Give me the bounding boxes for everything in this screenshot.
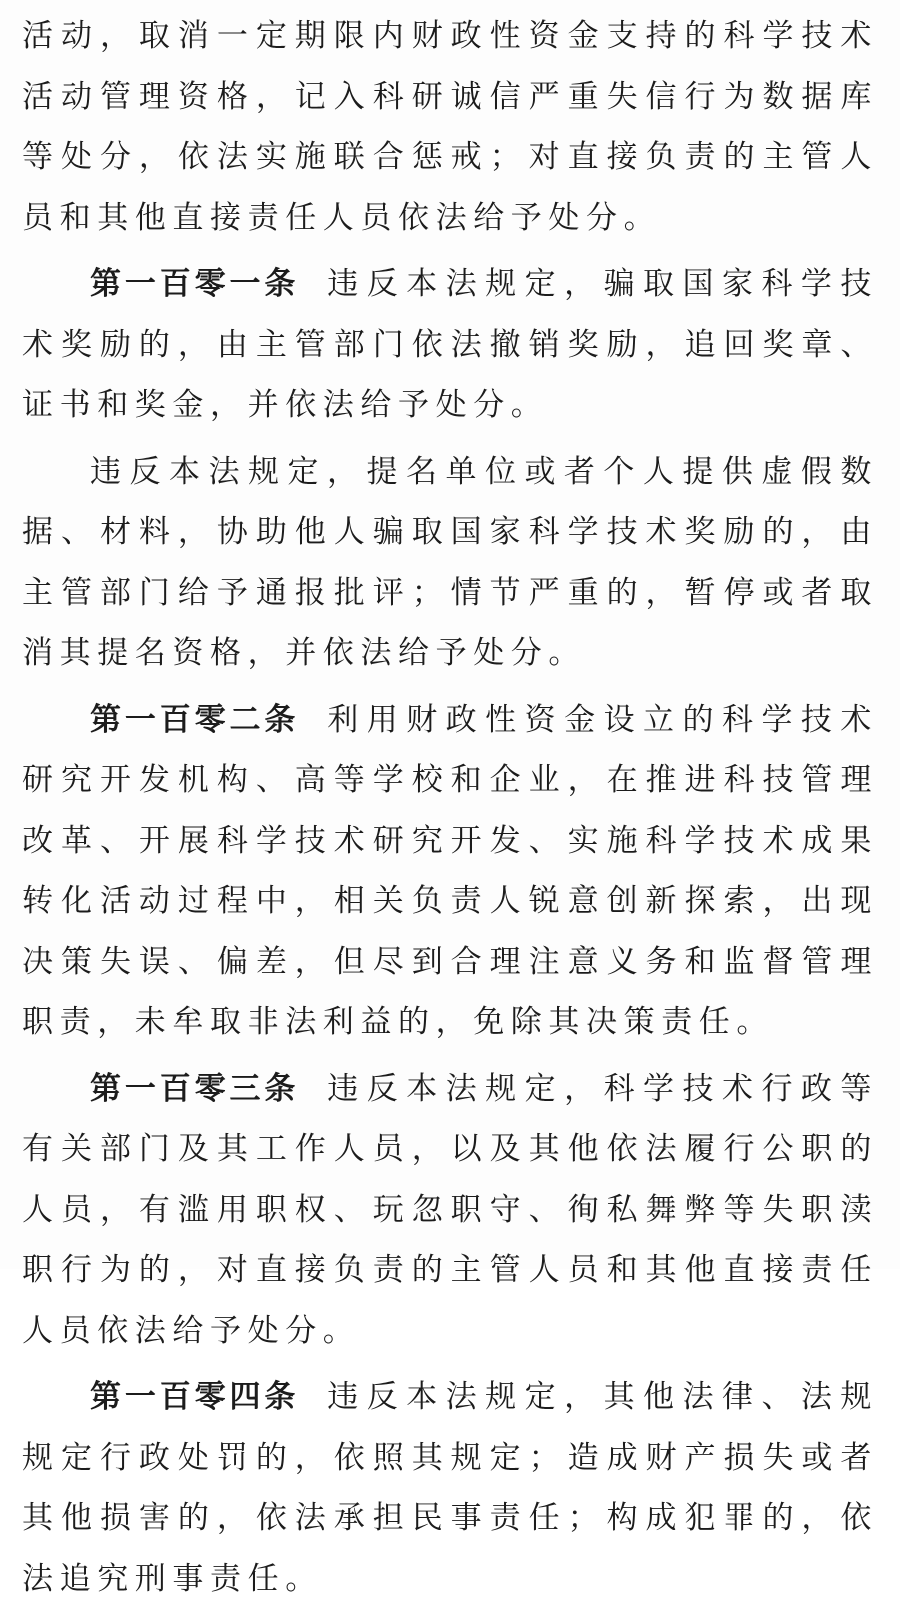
article-number: 第一百零二条: [90, 701, 300, 738]
paragraph-text: 利用财政性资金设立的科学技术研究开发机构、高等学校和企业，在推进科技管理改革、开展科学技术研究开发、实施科学技术成果转化活动过程中，相关负责人锐意创新探索，出现决策失误、偏差，但尽到合理注意义务和监督管理职责，未牟取非法利益的，免除其决策责任。: [22, 701, 879, 1040]
article-number: 第一百零四条: [90, 1379, 300, 1415]
article-103-paragraph: [22, 1059, 878, 1362]
article-101-second-paragraph: [22, 442, 878, 684]
paragraph-text: 违反本法规定，科学技术行政等有关部门及其工作人员，以及其他依法履行公职的人员，有滥用职权、玩忽职守、徇私舞弊等失职渎职行为的，对直接负责的主管人员和其他直接责任人员依法给予处分。: [22, 1070, 879, 1349]
article-101-paragraph: [22, 254, 878, 436]
article-104-paragraph: [22, 1367, 878, 1609]
article-102-paragraph: [22, 690, 878, 1053]
paragraph-continued: [22, 6, 878, 248]
paragraph-text: 违反本法规定，其他法律、法规规定行政处罚的，依照其规定；造成财产损失或者其他损害的，依法承担民事责任；构成犯罪的，依法追究刑事责任。: [22, 1379, 879, 1597]
paragraph-text: 违反本法规定，骗取国家科学技术奖励的，由主管部门依法撤销奖励，追回奖章、证书和奖金，并依法给予处分。: [22, 266, 879, 423]
article-number: 第一百零三条: [90, 1070, 300, 1107]
paragraph-text: 活动，取消一定期限内财政性资金支持的科学技术活动管理资格，记入科研诚信严重失信行为数据库等处分，依法实施联合惩戒；对直接负责的主管人员和其他直接责任人员依法给予处分。: [22, 18, 878, 236]
paragraph-text: 违反本法规定，提名单位或者个人提供虚假数据、材料，协助他人骗取国家科学技术奖励的，由主管部门给予通报批评；情节严重的，暂停或者取消其提名资格，并依法给予处分。: [22, 453, 878, 671]
article-number: 第一百零一条: [90, 266, 300, 302]
